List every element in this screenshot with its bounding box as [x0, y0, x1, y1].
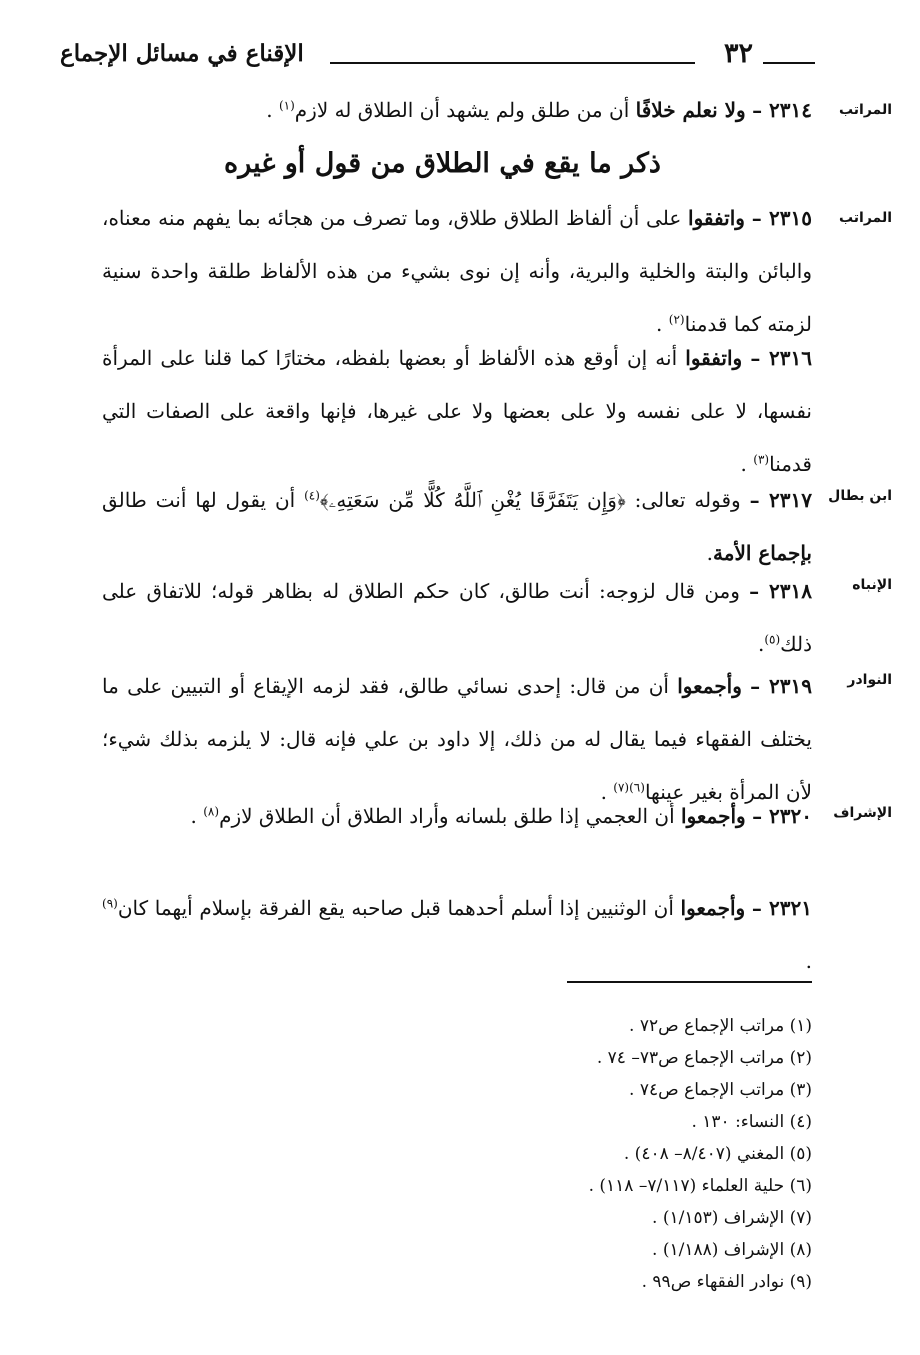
footnote-item: (٥) المغني (٨/٤٠٧– ٤٠٨) .	[623, 1144, 812, 1164]
paragraph-number: ٢٣١٤ –	[752, 98, 812, 122]
paragraph-text: وقوله تعالى: ﴿وَإِن يَتَفَرَّقَا يُغْنِ ٱللَّهُ كُلًّا مِّن سَعَتِهِۦ﴾	[319, 488, 750, 512]
paragraph-2316	[102, 332, 812, 491]
paragraph-end: .	[190, 804, 204, 828]
margin-note: ابن بطال	[828, 488, 892, 504]
footnote-item: (٤) النساء: ١٣٠ .	[691, 1112, 812, 1132]
paragraph-emphasis: بإجماع الأمة	[713, 541, 812, 565]
paragraph-2321	[102, 882, 812, 988]
paragraph-2314	[102, 84, 812, 137]
margin-note: المراتب	[838, 102, 892, 118]
footnote-item: (١) مراتب الإجماع ص٧٢ .	[629, 1016, 812, 1036]
footnote-ref: (١)	[278, 98, 295, 113]
paragraph-text: أن من قال: إحدى نسائي طالق، فقد لزمه الإيقاع أو التبيين على ما يختلف الفقهاء فيما يقال له من ذلك، إلا داود بن علي فإنه قال: لا يلزمه بذلك شيء؛ لأن المرأة بغير عينها	[102, 674, 812, 804]
paragraph-text: على أن ألفاظ الطلاق طلاق، وما تصرف من هجائه بما يفهم منه معناه، والبائن والبتة والخلية والبرية، وأنه إن نوى بشيء من هذه الألفاظ طلقة واحدة سنية لزمته كما قدمنا	[102, 206, 812, 336]
paragraph-2315	[102, 192, 812, 351]
footnote-separator	[567, 981, 812, 983]
footnote-ref: (٥)	[764, 632, 781, 647]
footnote-ref: (٣)	[753, 452, 770, 467]
paragraph-end: .	[600, 780, 614, 804]
paragraph-lead: واتفقوا	[685, 346, 743, 370]
margin-note: الإشراف	[833, 805, 892, 821]
footnote-item: (٢) مراتب الإجماع ص٧٣– ٧٤ .	[596, 1048, 812, 1068]
footnote-ref: (٤)	[304, 488, 320, 503]
paragraph-end: .	[740, 452, 754, 476]
paragraph-text: أن يقول لها أنت طالق	[102, 488, 305, 512]
paragraph-end: .	[805, 949, 812, 973]
paragraph-number: ٢٣١٨ –	[749, 579, 812, 603]
header-rule-long	[330, 62, 695, 64]
paragraph-lead: وأجمعوا	[677, 674, 742, 698]
section-heading: ذكر ما يقع في الطلاق من قول أو غيره	[224, 148, 661, 179]
footnotes-list	[312, 1010, 812, 1298]
paragraph-end: .	[706, 541, 714, 565]
paragraph-number: ٢٣٢١ –	[751, 896, 812, 920]
paragraph-lead: وأجمعوا	[680, 896, 746, 920]
footnote-ref: (٢)	[668, 312, 685, 327]
paragraph-lead: وأجمعوا	[681, 804, 746, 828]
paragraph-lead: واتفقوا	[688, 206, 745, 230]
paragraph-2318	[102, 565, 812, 671]
footnote-item: (٦) حلية العلماء (٧/١١٧– ١١٨) .	[588, 1176, 812, 1196]
margin-note: المراتب	[838, 210, 892, 226]
paragraph-end: .	[266, 98, 279, 122]
footnote-item: (٩) نوادر الفقهاء ص٩٩ .	[641, 1272, 812, 1292]
paragraph-number: ٢٣١٦ –	[750, 346, 813, 370]
paragraph-text: ومن قال لزوجه: أنت طالق، كان حكم الطلاق له بظاهر قوله؛ للاتفاق على ذلك	[102, 579, 812, 656]
book-title: الإقناع في مسائل الإجماع	[60, 40, 304, 67]
paragraph-text: أن الوثنيين إذا أسلم أحدهما قبل صاحبه يقع الفرقة بإسلام أيهما كان	[117, 896, 681, 920]
paragraph-number: ٢٣٢٠ –	[752, 804, 812, 828]
footnote-item: (٨) الإشراف (١/١٨٨) .	[652, 1240, 812, 1260]
paragraph-text: أن العجمي إذا طلق بلسانه وأراد الطلاق أن الطلاق لازم	[219, 804, 682, 828]
paragraph-end: .	[656, 312, 669, 336]
page-number: ٣٢	[723, 38, 753, 69]
footnote-ref: (٨)	[203, 804, 220, 819]
paragraph-number: ٢٣١٩ –	[750, 674, 813, 698]
paragraph-number: ٢٣١٧ –	[749, 488, 813, 512]
footnote-item: (٣) مراتب الإجماع ص٧٤ .	[629, 1080, 812, 1100]
header-rule-short	[763, 62, 815, 64]
paragraph-text: أن من طلق ولم يشهد أن الطلاق له لازم	[294, 98, 636, 122]
paragraph-2320	[102, 790, 812, 843]
footnote-item: (٧) الإشراف (١/١٥٣) .	[652, 1208, 812, 1228]
margin-note: النوادر	[847, 672, 892, 688]
margin-note: الإنباه	[852, 577, 892, 593]
paragraph-number: ٢٣١٥ –	[751, 206, 813, 230]
footnote-ref: (٦)(٧)	[613, 780, 645, 795]
footnote-ref: (٩)	[102, 896, 118, 911]
paragraph-lead: ولا نعلم خلافًا	[635, 98, 746, 122]
paragraph-end: .	[757, 632, 765, 656]
paragraph-text: أنه إن أوقع هذه الألفاظ أو بعضها بلفظه، مختارًا كما قلنا على المرأة نفسها، لا على نفسه ولا على بعضها ولا على غيرها، فإنها واقعة على الصفات التي قدمنا	[102, 346, 812, 476]
page-header	[60, 38, 815, 78]
